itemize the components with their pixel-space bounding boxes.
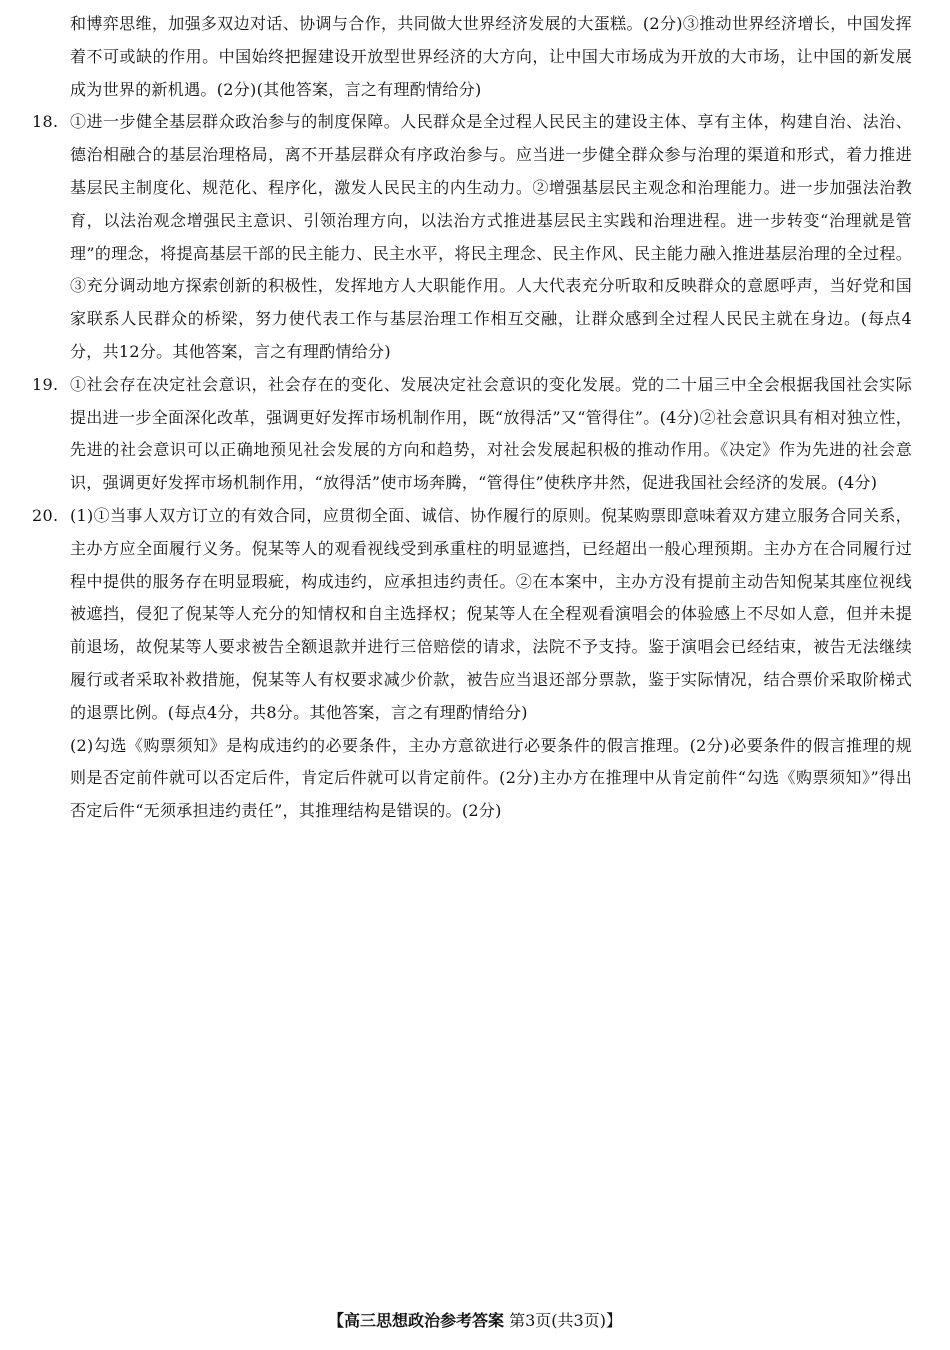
footer-title: 【高三思想政治参考答案: [328, 1311, 505, 1330]
answer-text: ①社会存在决定社会意识，社会存在的变化、发展决定社会意识的变化发展。党的二十届三中全会根据我国社会实际提出进一步全面深化改革，强调更好发挥市场机制作用，既“放得活”又“管得住”。(4分)②社会意识具有相对独立性，先进的社会意识可以正确地预见社会发展的方向和趋势，对社会发展起积极的推动作用。《决定》作为先进的社会意识，强调更好发挥市场机制作用，“放得活”使市场奔腾，“管得住”使秩序井然，促进我国社会经济的发展。(4分): [70, 374, 912, 493]
answer-text: (1)①当事人双方订立的有效合同，应贯彻全面、诚信、协作履行的原则。倪某购票即意味着双方建立服务合同关系，主办方应全面履行义务。倪某等人的观看视线受到承重柱的明显遮挡，已经超出一般心理预期。主办方在合同履行过程中提供的服务存在明显瑕疵，构成违约，应承担违约责任。②在本案中，主办方没有提前主动告知倪某其座位视线被遮挡，侵犯了倪某等人充分的知情权和自主选择权；倪某等人在全程观看演唱会的体验感上不尽如人意，但并未提前退场，故倪某等人要求被告全额退款并进行三倍赔偿的请求，法院不予支持。鉴于演唱会已经结束，被告无法继续履行或者采取补救措施，倪某等人有权要求减少价款，被告应当退还部分票款，鉴于实际情况，结合票价采取阶梯式的退票比例。(每点4分，共8分。其他答案，言之有理酌情给分): [70, 505, 912, 722]
answer-content: [32, 8, 912, 828]
answer-18: [32, 106, 912, 368]
footer-page-number: 第3页(共3页)】: [509, 1311, 622, 1330]
answer-text: ①进一步健全基层群众政治参与的制度保障。人民群众是全过程人民民主的建设主体、享有主体，构建自治、法治、德治相融合的基层治理格局，离不开基层群众有序政治参与。应当进一步健全群众参与治理的渠道和形式，着力推进基层民主制度化、规范化、程序化，激发人民民主的内生动力。②增强基层民主观念和治理能力。进一步加强法治教育，以法治观念增强民主意识、引领治理方向，以法治方式推进基层民主实践和治理进程。进一步转变“治理就是管理”的理念，将提高基层干部的民主能力、民主水平，将民主理念、民主作风、民主能力融入推进基层治理的全过程。③充分调动地方探索创新的积极性，发挥地方人大职能作用。人大代表充分听取和反映群众的意愿呼声，当好党和国家联系人民群众的桥梁，努力使代表工作与基层治理工作相互交融，让群众感到全过程人民民主就在身边。(每点4分，共12分。其他答案，言之有理酌情给分): [70, 112, 912, 361]
page-footer: [0, 1309, 950, 1333]
question-number: 18.: [32, 112, 59, 132]
question-number: 20.: [32, 505, 59, 525]
answer-19: [32, 369, 912, 500]
continued-answer-text: 和博弈思维，加强多双边对话、协调与合作，共同做大世界经济发展的大蛋糕。(2分)③推动世界经济增长，中国发挥着不可或缺的作用。中国始终把握建设开放型世界经济的大方向，让中国大市场成为开放的大市场，让中国的新发展成为世界的新机遇。(2分)(其他答案，言之有理酌情给分): [70, 14, 912, 99]
answer-20-part-2: (2)勾选《购票须知》是构成违约的必要条件，主办方意欲进行必要条件的假言推理。(2分)必要条件的假言推理的规则是否定前件就可以否定后件，肯定后件就可以肯定前件。(2分)主办方在推理中从肯定前件“勾选《购票须知》”得出否定后件“无须承担违约责任”，其推理结构是错误的。(2分): [70, 735, 912, 821]
answer-20: [32, 500, 912, 730]
question-number: 19.: [32, 374, 59, 394]
